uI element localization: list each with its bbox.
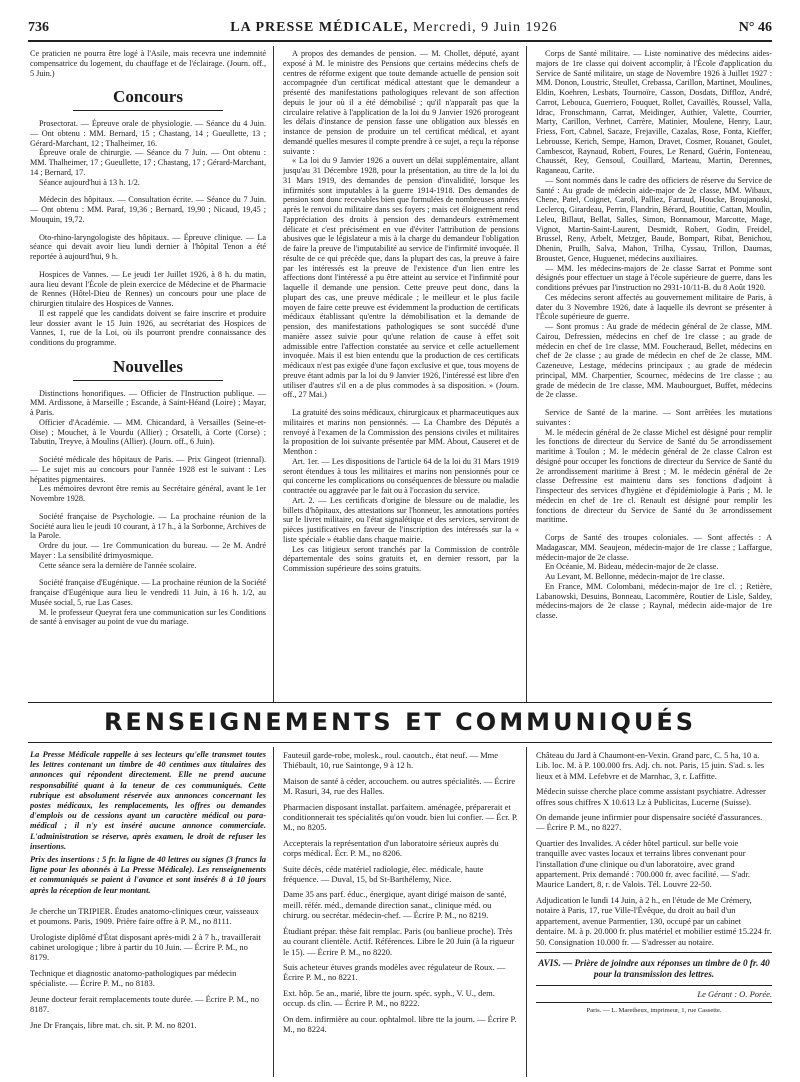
page-header (28, 20, 772, 38)
prosectorat-item: Prosectorat. — Épreuve orale de physiologie. — Séance du 4 Juin. — Ont obtenu : MM. Bernard, 15 ; Chastang, 14 ; Gueullette, 13 ; Gérard-Marchant, 12 ; Thalheimer, 16. (30, 119, 266, 148)
vannes-item: Hospices de Vannes. — Le jeudi 1er Juillet 1926, à 8 h. du matin, aura lieu devant l'École de plein exercice de Médecine et de Pharmacie de Rennes (Hôtel-Dieu de Rennes) un concours pour une place de chirurgien titulaire des Hospices de Vannes. (30, 269, 266, 308)
renseignements-heading: RENSEIGNEMENTS ET COMMUNIQUÉS (103, 708, 697, 736)
issue-date: Mercredi, 9 Juin 1926 (412, 20, 558, 35)
litiges-item: Les cas litigieux seront tranchés par la Commission de contrôle départementale des soins gratuits et, en dernier ressort, par la Commission supérieure des soins gratuits. (283, 544, 519, 573)
ad-item: Fauteuil garde-robe, molesk., roul. caoutch., état neuf. — Mme Thiébault, 10, rue Saintonge, 9 à 12 h. (283, 750, 499, 771)
ad-item: Suis acheteur étuves grands modèles avec régulateur de Roux. — Écrire P. M., no 8221. (283, 961, 506, 983)
header-title-date: LA PRESSE MÉDICALE, Mercredi, 9 Juin 1926 (230, 20, 558, 35)
levant-item: Au Levant, M. Bellonne, médecin-major de 1re classe. (545, 572, 725, 581)
column-divider (273, 747, 274, 1077)
distinctions-item: Distinctions honorifiques. — Officier de l'Instruction publique. — MM. Ardissone, à Marseille ; Escande, à Saint-Héand (Loire) ; Mayar, à Paris. (30, 388, 266, 417)
france-item: En France, MM. Colombani, médecin-major de 1re cl. ; Retière, Labanowski, Desuins, Bonneau, Lacommère, Routier de Lisle, Saldey, médecins-majors de 2e classe ; Raynal, médecin aide-major de 1re classe. (536, 581, 772, 620)
ad-item: Technique et diagnostic anatomo-pathologiques par médecin spécialiste. — Écrire P. M., no 8183. (30, 967, 237, 989)
article-1: Art. 1er. — Les dispositions de l'article 64 de la loi du 31 Mars 1919 seront étendues à tous les militaires et marins non pensionnés pour ce qui concerne les complications ou conséquences de blessure ou maladie contractée ou aggravée par le fait ou à l'occasion du service. (283, 456, 519, 495)
gratuite-item: La gratuité des soins médicaux, chirurgicaux et pharmaceutiques aux militaires et marins non pensionnés. — La Chambre des Députés a renvoyé à l'examen de la Commission des pensions civiles et militaires la proposition de loi suivante présentée par MM. About, Causeret et de Menthon : (283, 408, 519, 456)
divider (536, 1002, 772, 1003)
column-divider (526, 46, 527, 702)
marine-item: Service de Santé de la marine. — Sont arrêtées les mutations suivantes : (536, 408, 772, 427)
ad-item: On dem. infirmière au cour. ophtalmol. libre tte la journ. — Écrire P. M., no 8224. (283, 1013, 517, 1034)
divider (536, 952, 772, 953)
ad-item: Quartier des Invalides. A céder hôtel particul. sur belle voie tranquille avec vastes locaux et terrains libres convenant pour l'installation d'une clinique ou d'un laboratoire, avec grand appartement. Prix demandé : 700.000 fr. avec facilité. — S'adr. Maurice Landert, 8, r. de Valois. Tél. Louvre 22-50. (536, 837, 750, 890)
ad-item: Jne Dr Français, libre mat. ch. sit. P. M. no 8201. (30, 1019, 197, 1030)
section-rule (28, 742, 772, 743)
corps-sante-militaire-item: Corps de Santé militaire. — Liste nominative des médecins aides-majors de 1re classe qui doivent accomplir, à l'École d'application du Service de Santé militaire, un stage de Novembre 1926 à Juillet 1927 : MM. Donon, Loustric, Steullet, Crebassa, Carillon, Martinet, Moulines, Eldin, Koehren, Lesbats, Tournoïre, Casson, Dosdats, Diffloz, André, Carrot, Lebouca, Guerriero, Fouquet, Rollet, Cavaillès, Roussel, Valla, Idrac, Fronschmann, Carrat, Meidinger, Authier, Valette, Courrier, Marty, Carillon, Verhnet, Carrère, Matinier, Moulene, Henry, Laur, Friess, Fort, Cabnel, Sacaze, Frejaville, Cazalas, Rose, Fonta, Kieffer, Lebrousse, Kerich, Sempe, Hamon, Dravet, Cosmer, Rouanet, Goulet, Cambescot, Raynaud, Robert, Foures, Le Renard, Guérin, Fonteneau, Chaussét, Rey, Gensoul, Couillard, Marteau, Martin, Derennes, Raganeau, Carite. (536, 49, 772, 175)
ads-column-right (536, 750, 772, 1078)
medecin-hopitaux-item: Médecin des hôpitaux. — Consultation écrite. — Séance du 7 Juin. — Ont obtenu : MM. Paraf, 19,36 ; Bernard, 19,90 ; Nicaud, 19,45 ; Mouquin, 19,72. (30, 195, 266, 224)
column-2 (283, 49, 519, 699)
societe-medicale-item-2: Les mémoires devront être remis au Secrétaire général, avant le 1er Novembre 1928. (30, 484, 266, 503)
divider (536, 985, 772, 986)
ads-column-middle (283, 750, 519, 1078)
ad-item: Jeune docteur ferait remplacements toute durée. — Écrire P. M., no 8187. (30, 993, 259, 1015)
ad-item: Suite décès, céde matériel radiologie, élec. médicale, haute fréquence. — Duval, 15, bd St-Barthélemy, Nice. (283, 863, 484, 885)
promotions-item: — Sont promus : Au grade de médecin général de 2e classe, MM. Cairou, Defressien, médecins en chef de 1re classe ; au grade de médecin en chef de 1re classe, MM. Foucheraud, Bellet, médecins en chef de 2e classe ; au grade de médecin en chef de 2e classe, MM. Cazeneuve, Lestage, médecins principaux ; au grade de médecin principal, MM. Charpentier, Scournec, médecins de 1re classe ; au grade de médecin de 1re classe, MM. Maubourguet, Buffet, médecins de 2e classe. (536, 322, 772, 400)
ad-item: Pharmacien disposant installat. parfaitem. aménagée, préparerait et conditionnerait tes spécialités qu'on voudr. bien lui confier. — Écr. P. M., no 8205. (283, 801, 518, 833)
avis-notice: AVIS. — Prière de joindre aux réponses un timbre de 0 fr. 40 pour la transmission des lettres. (538, 957, 770, 979)
section-underline (73, 110, 223, 111)
oceanie-item: En Océanie, M. Bideau, médecin-major de 2e classe. (545, 562, 719, 572)
societe-medicale-item: Société médicale des hôpitaux de Paris. — Prix Gingeot (triennal). — Le sujet mis au concours pour l'année 1928 est le suivant : Les hépatites pigmentaires. (30, 455, 266, 484)
intro-paragraph: Ce praticien ne pourra être logé à l'Asile, mais recevra une indemnité compensatrice du logement, du chauffage et de l'éclairage. (Journ. off., 5 Juin.) (30, 49, 266, 78)
gerant-line: Le Gérant : O. Porée. (697, 988, 772, 999)
ad-item: Adjudication le lundi 14 Juin, à 2 h., en l'étude de Me Crémery, notaire à Paris, 17, rue Ville-l'Évêque, du droit au bail d'un appartement, avenue Parmentier, 130, occupé par un cabinet dentaire. M. à p. 20.000 fr. plus matériel et mobilier estimé 15.224 fr. 50. Consignation 10.000 fr. — S'adresser au notaire. (536, 894, 772, 947)
section-underline (73, 380, 223, 381)
column-1 (30, 49, 266, 699)
ad-item: Maison de santé à céder, accouchem. ou autres spécialités. — Écrire M. Rasuri, 34, rue des Halles. (283, 775, 516, 797)
seance-item: Séance aujourd'hui à 13 h. 1/2. (39, 177, 140, 187)
eugenique-item: Société française d'Eugénique. — La prochaine réunion de la Société française d'Eugénique aura lieu le vendredi 11 Juin, à 16 h. 1/2, au Musée social, 5, rue Las Cases. (30, 578, 266, 607)
imprimeur-line: Paris. — L. Maretheux, imprimeur, 1, rue Cassette. (586, 1007, 722, 1015)
issue-number: N° 46 (738, 20, 772, 35)
ad-item: Ext. hôp. 5e an., marié, libre tte journ. spéc. syph., V. U., dem. occup. ds clin. — Écrire P. M., no 8222. (283, 987, 495, 1009)
oto-item: Oto-rhino-laryngologiste des hôpitaux. — Épreuve clinique. — La séance qui devait avoir lieu lundi dernier à l'hôpital Tenon a été reportée à aujourd'hui, 9 h. (30, 232, 266, 261)
notice-text: La Presse Médicale rappelle à ses lecteurs qu'elle transmet toutes les lettres contenant un timbre de 40 centimes aux titulaires des annonces qui répondent directement. Elle ne prend aucune responsabilité quant à la teneur de ces communiqués. Cette rubrique est absolument réservée aux annonces concernant les postes médicaux, les remplacements, les offres ou demandes d'emplois ou de cessions ayant un caractère médical ou para-médical ; il n'y est inséré aucune annonce commerciale. L'administration se réserve, après examen, le droit de refuser les insertions. (30, 750, 266, 851)
coloniales-item: Corps de Santé des troupes coloniales. — Sont affectés : A Madagascar, MM. Seaujeon, médecin-major de 1re classe ; Laffargue, médecin-major de 2e classe. (536, 533, 772, 562)
column-divider (273, 46, 274, 702)
section-rule (28, 702, 772, 703)
ad-item: Médecin suisse cherche place comme assistant psychiatre. Adresser offres sous chiffres X 10.613 Lz à Publicitas, Lucerne (Suisse). (536, 786, 766, 807)
concours-heading: Concours (113, 87, 183, 107)
journal-title: LA PRESSE MÉDICALE (230, 20, 404, 35)
ad-item: Urologiste diplômé d'État disposant après-midi 2 à 7 h., travaillerait cabinet urologique ; libre à partir du 10 Juin. — Écrire P. M., no 8179. (30, 931, 261, 963)
eugenique-item-2: M. le professeur Queyrat fera une communication sur les Conditions de santé à envisager au point de vue du mariage. (30, 607, 266, 627)
column-divider (526, 747, 527, 1077)
column-3 (536, 49, 772, 699)
ad-item: Château du Jard à Chaumont-en-Vexin. Grand parc, C. 5 ha, 10 a. Lib. loc. M. à P. 100.000 frs. Adj. ch. not. Paris, 15 juin. S'ad. s. les lieux et à MM. Lefebvre et de Marnhac, 3, r. Laffitte. (536, 750, 765, 781)
stage-item: — MM. les médecins-majors de 2e classe Sarrat et Pomme sont désignés pour effectuer un stage à l'école supérieure de guerre, dans les conditions prévues par l'instruction no 2931-10/11-B. du 8 Août 1920. (536, 263, 772, 292)
academie-item: Officier d'Académie. — MM. Chicandard, à Versailles (Seine-et-Oise) ; Mouchet, à le Vourdu (Allier) ; Orsatelli, à Corte (Corse) ; Tabutin, Treyve, à Moulins (Allier). (Journ. off., 6 Juin). (30, 417, 266, 447)
ads-column-left (30, 750, 266, 1078)
ad-item: On demande jeune infirmier pour dispensaire société d'assurances. — Écrire P. M., no 8227. (536, 812, 763, 833)
vannes-item-2: Il est rappelé que les candidats doivent se faire inscrire et produire leur dossier avant le 15 Juin 1926, au secrétariat des Hospices de Vannes, 1, rue de la Loi, où ils pourront prendre connaissance des conditions du programme. (30, 308, 266, 347)
ad-item: Je cherche un TRIPIER. Études anatomo-cliniques cœur, vaisseaux et poumons. Paris, 1909. Prière faire offre à P. M., no 8111. (30, 905, 259, 927)
chirurgie-item: Épreuve orale de chirurgie. — Séance du 7 Juin. — Ont obtenu : MM. Thalheimer, 17 ; Gueullette, 17 ; Chastang, 17 ; Gérard-Marchant, 14 ; Bernard, 17. (30, 148, 266, 177)
pension-reponse: « La loi du 9 Janvier 1926 a ouvert un délai supplémentaire, allant jusqu'au 31 Décembre 1928, pour la présentation, au titre de la loi du 31 Mars 1919, des demandes de pension d'invalidité, lorsque les infirmités sont imputables à la guerre 1914-1918. Des demandes de pension sont donc recevables bien que formulées de nombreuses années après le renvoi du militaire dans ses foyers ; mais cet éloignement rend l'appréciation des droits à pension des demandeurs extrêmement délicate et c'est précisément en vue d'éviter l'attribution de pensions abusives que le législateur a mis à la charge du demandeur l'obligation de faire la preuve de l'imputabilité au service de l'infirmité invoquée. Il résulte de ce qui précède que, dans la plupart des cas, la preuve à faire par les intéressés est la preuve de l'existence d'un lien entre les affections dont l'intéressé a pu être atteint au service et l'infirmité pour laquelle il demande une pension. Cette preuve peut donc, dans la plupart des cas, une preuve médicale ; le meilleur et le plus facile moyen de faire cette preuve est évidemment la production de certificats médicaux établissant qu'entre la démobilisation et la demande de pension, des manifestations pathologiques se sont succédé d'une manière assez suivie pour qu'une relation de cause à effet soit admissible entre l'affection constatée au service et celle actuellement invoquée. Mais il est bien entendu que la production de ces certificats médicaux n'est pas exigée d'une façon exclusive et que, tous moyens de preuve étant admis par la loi du 9 Janvier 1926, l'intéressé est libre d'en utiliser d'autres s'il en a de plus commodes à sa disposition. » (Journ. off., 27 Mai.) (283, 156, 519, 400)
reserve-item: — Sont nommés dans le cadre des officiers de réserve du Service de Santé : Au grade de médecin aide-major de 2e classe, MM. Wibaux, Chene, Patel, Coignet, Caroli, Palliez, Farraud, Houcke, Broujanoski, Leclercq, Girardeau, Perrin, Flandrin, Bérard, Boutitie, Cattan, Moulin, Leleu, Billaut, Bellat, Salles, Simon, Bonnamour, Marcotte, Mage, Vignot, Martin-Saint-Laurent, Desmidt, Robert, Godin, Freidel, Brussel, Reny, Arbelt, Metzger, Baude, Bompart, Ribat, Benichou, Dhenin, Pruilh, Salva, Mahon, Trilha, Cyssau, Trillon, Daumas, Broustet, Gence, Huguenet, médecins auxiliaires. (536, 175, 772, 263)
ad-item: Dame 35 ans parf. éduc., énergique, ayant dirigé maison de santé, meill. référ. méd., demande direction sanat., clinique méd. ou chirurg. ou secrétar. médecin-chef. — Écrire P. M., no 8219. (283, 889, 507, 921)
header-rule (28, 40, 772, 42)
affectation-item: Ces médecins seront affectés au gouvernement militaire de Paris, à dater du 3 Novembre 1926, date à laquelle ils devront se présenter à l'École supérieure de guerre. (536, 292, 772, 322)
psychologie-item: Société française de Psychologie. — La prochaine réunion de la Société aura lieu le jeudi 10 courant, à 17 h., à la Sorbonne, Archives de la Parole. (30, 511, 266, 541)
psychologie-item-2: Ordre du jour. — 1re Communication du bureau. — 2e M. André Mayer : La sensibilité drimyosmique. (30, 541, 266, 560)
prix-insertions: Prix des insertions : 5 fr. la ligne de 40 lettres ou signes (3 francs la ligne pour les abonnés à La Presse Médicale). Les renseignements et communiqués se paient à l'avance et sont insérés 8 à 10 jours après la réception de leur montant. (30, 855, 266, 895)
pension-item: A propos des demandes de pension. — M. Chollet, député, ayant exposé à M. le ministre des Pensions que certains médecins chefs de centres de réforme exigent que toute demande actuelle de pension soit accompagnée d'un certificat médical attestant que le demandeur a présenté des manifestations pathologiques relevant de son affection depuis le jour où il a été démobilisé ; qu'il n'apparaît pas que la circulaire relative à l'application de la loi du 9 Janvier 1926 prorogeant les délais d'instance de pension fasse une obligation aux blessés en instance de pension de produire un tel certificat médical, et ayant demandé quelles mesures il compte prendre à ce sujet, a reçu la réponse suivante : (283, 49, 519, 156)
marine-mutations: M. le médecin général de 2e classe Michel est désigné pour remplir les fonctions de directeur du Service de Santé du 5e arrondissement maritime à Toulon ; M. le médecin général de 2e classe Calron est désigné pour occuper les fonctions de directeur du Service de Santé du 2e arrondissement maritime à Brest ; M. le médecin général de 2e classe Defressine est maintenu dans ses fonctions d'adjoint à l'inspecteur des services d'hygiène et d'épidémiologie à Paris ; M. le médecin en chef de 1re cl. Renault est désigné pour remplir les fonctions de directeur du Service de Santé du 3e arrondissement maritime. (536, 427, 772, 525)
article-2: Art. 2. — Les certificats d'origine de blessure ou de maladie, les billets d'hôpitaux, des attestations sur l'honneur, les annotations portées sur le livret militaire, ou l'état signalétique et des services, serviront de pièces justificatives en faveur de l'inscription des intéressés sur la « liste spéciale » établie dans chaque mairie. (283, 495, 519, 544)
notice-box (30, 750, 266, 896)
psychologie-item-3: Cette séance sera la dernière de l'année scolaire. (39, 560, 197, 570)
ad-item: Accepterais la représentation d'un laboratoire sérieux auprès du corps médical. Écr. P. M., no 8206. (283, 837, 499, 859)
nouvelles-heading: Nouvelles (113, 356, 183, 376)
page-number: 736 (28, 20, 49, 35)
ad-item: Étudiant prépar. thèse fait remplac. Paris (ou banlieue proche). Très au courant clientèle. Actif. Références. Libre le 20 Juin (à la rigueur le 15). — Écrire P. M., no 8220. (283, 925, 515, 957)
